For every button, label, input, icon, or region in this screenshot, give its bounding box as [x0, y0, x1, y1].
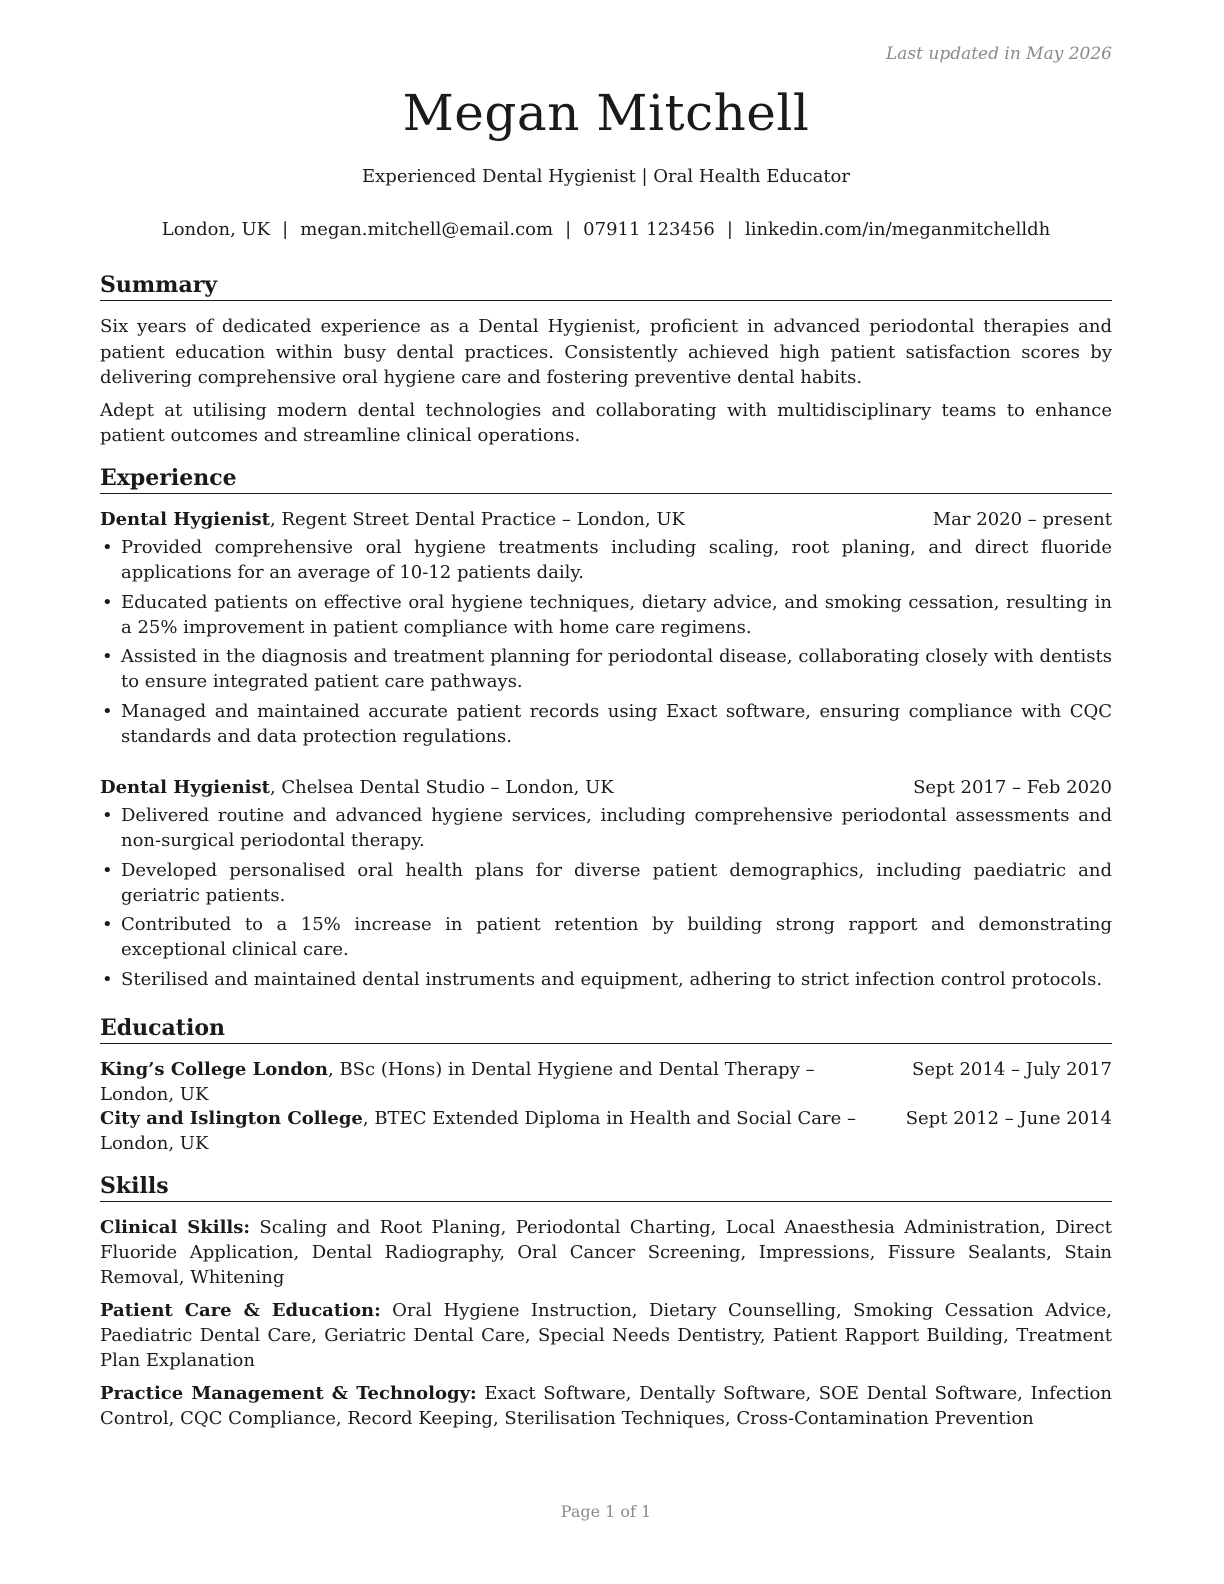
job-bullet: • Delivered routine and advanced hygiene services, including comprehensive periodontal assessments and non-surgical periodontal therapy.	[100, 803, 1112, 853]
education-dates: Sept 2012 – June 2014	[905, 1108, 1112, 1129]
job-dates: Sept 2017 – Feb 2020	[913, 777, 1112, 798]
page-number: Page 1 of 1	[560, 1502, 652, 1521]
contact-separator: |	[726, 219, 733, 240]
job-entry	[100, 507, 1112, 753]
candidate-name: Megan Mitchell	[402, 84, 810, 142]
job-role: Dental Hygienist	[100, 509, 270, 530]
resume-page	[100, 0, 1112, 1584]
job-bullet: • Assisted in the diagnosis and treatment planning for periodontal disease, collaborating closely with dentists to ensure integrated patient care pathways.	[100, 644, 1112, 694]
contact-location: London, UK	[161, 219, 271, 240]
section-title-skills: Skills	[100, 1172, 1112, 1202]
education-detail: , BSc (Hons) in Dental Hygiene and Dental Therapy – London, UK	[100, 1059, 815, 1105]
job-bullet: • Sterilised and maintained dental instruments and equipment, adhering to strict infection control protocols.	[100, 967, 1112, 992]
education-detail: , BTEC Extended Diploma in Health and Social Care – London, UK	[100, 1108, 856, 1154]
education-row	[100, 1057, 1112, 1107]
summary-paragraph: Six years of dedicated experience as a Dental Hygienist, proficient in advanced periodontal therapies and patient education within busy dental practices. Consistently achieved high patient satisfaction scores by delivering comprehensive oral hygiene care and fostering preventive dental habits.	[100, 316, 1112, 388]
skill-group	[100, 1215, 1112, 1290]
summary-paragraph: Adept at utilising modern dental technologies and collaborating with multidisciplinary teams to enhance patient outcomes and streamline clinical operations.	[100, 399, 1112, 446]
job-header	[100, 775, 1112, 800]
job-header	[100, 507, 1112, 532]
skill-group-label: Practice Management & Technology:	[100, 1383, 477, 1404]
education-description	[100, 1057, 890, 1107]
job-entry	[100, 775, 1112, 996]
job-title-line	[100, 775, 614, 800]
job-bullets	[100, 535, 1112, 749]
skills-section	[100, 1215, 1112, 1439]
skill-group-items: Oral Hygiene Instruction, Dietary Counselling, Smoking Cessation Advice, Paediatric Dental Care, Geriatric Dental Care, Special Needs Dentistry, Patient Rapport Building, Treatment Plan Explanation	[100, 1300, 1112, 1371]
last-updated-note: Last updated in May 2026	[885, 44, 1112, 64]
contact-line	[100, 219, 1112, 240]
education-entry	[100, 1057, 1112, 1107]
job-bullet: • Provided comprehensive oral hygiene treatments including scaling, root planing, and direct fluoride applications for an average of 10-12 patients daily.	[100, 535, 1112, 585]
job-role: Dental Hygienist	[100, 777, 270, 798]
skill-group	[100, 1381, 1112, 1431]
skill-group-items: Exact Software, Dentally Software, SOE Dental Software, Infection Control, CQC Compliance, Record Keeping, Sterilisation Techniques, Cross-Contamination Prevention	[100, 1383, 1112, 1429]
candidate-tagline: Experienced Dental Hygienist | Oral Health Educator	[362, 166, 850, 187]
job-bullets	[100, 803, 1112, 992]
skill-group	[100, 1298, 1112, 1373]
job-bullet: • Educated patients on effective oral hygiene techniques, dietary advice, and smoking cessation, resulting in a 25% improvement in patient compliance with home care regimens.	[100, 590, 1112, 640]
education-entry	[100, 1106, 1112, 1156]
skill-group-items: Scaling and Root Planing, Periodontal Charting, Local Anaesthesia Administration, Direct Fluoride Application, Dental Radiography, Oral Cancer Screening, Impressions, Fissure Sealants, Stain Removal, Whitening	[100, 1217, 1112, 1288]
education-institution: City and Islington College	[100, 1108, 363, 1129]
section-title-experience: Experience	[100, 464, 1112, 494]
contact-linkedin[interactable]: linkedin.com/in/meganmitchelldh	[744, 219, 1051, 240]
contact-separator: |	[565, 219, 572, 240]
education-dates: Sept 2014 – July 2017	[912, 1059, 1112, 1080]
education-description	[100, 1106, 886, 1156]
job-title-line	[100, 507, 685, 532]
skill-group-label: Clinical Skills:	[100, 1217, 251, 1238]
education-institution: King’s College London	[100, 1059, 329, 1080]
contact-separator: |	[282, 219, 289, 240]
skill-group-label: Patient Care & Education:	[100, 1300, 381, 1321]
contact-phone[interactable]: 07911 123456	[583, 219, 715, 240]
job-dates: Mar 2020 – present	[932, 509, 1112, 530]
contact-email[interactable]: megan.mitchell@email.com	[300, 219, 554, 240]
job-employer: , Chelsea Dental Studio – London, UK	[269, 777, 614, 798]
section-title-education: Education	[100, 1014, 1112, 1044]
job-bullet: • Contributed to a 15% increase in patient retention by building strong rapport and demonstrating exceptional clinical care.	[100, 912, 1112, 962]
education-row	[100, 1106, 1112, 1156]
section-title-summary: Summary	[100, 271, 1112, 301]
job-employer: , Regent Street Dental Practice – London, UK	[269, 509, 685, 530]
job-bullet: • Managed and maintained accurate patient records using Exact software, ensuring compliance with CQC standards and data protection regulations.	[100, 699, 1112, 749]
job-bullet: • Developed personalised oral health plans for diverse patient demographics, including paediatric and geriatric patients.	[100, 858, 1112, 908]
summary-section	[100, 314, 1112, 456]
